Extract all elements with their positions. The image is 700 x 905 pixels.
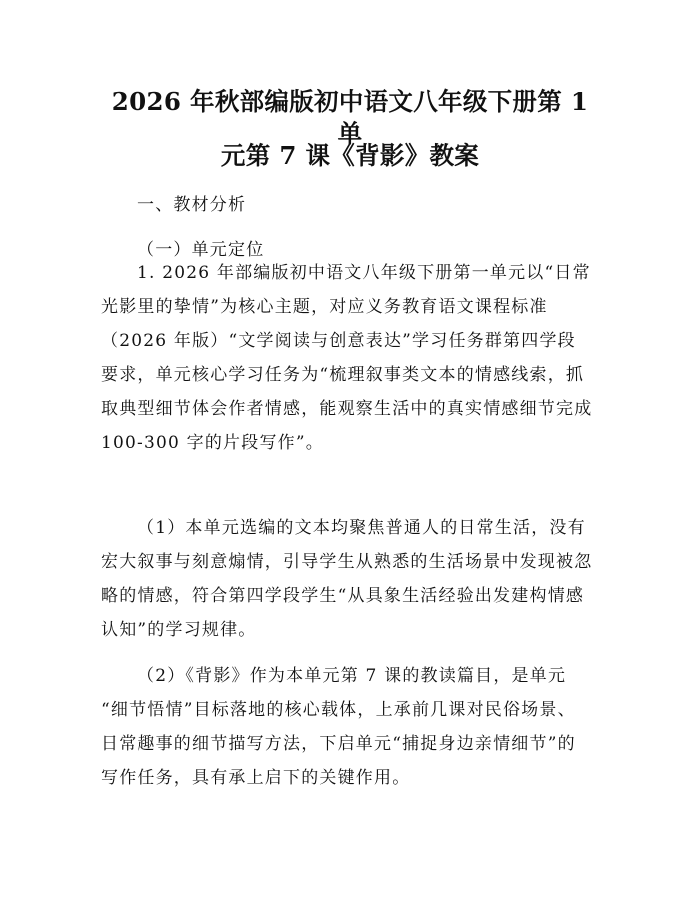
paragraph-line: 取典型细节体会作者情感，能观察生活中的真实情感细节完成 xyxy=(101,399,593,419)
paragraph-line: 日常趣事的细节描写方法，下启单元“捕捉身边亲情细节”的 xyxy=(101,734,576,754)
paragraph-line: “细节悟情”目标落地的核心载体，上承前几课对民俗场景、 xyxy=(101,700,576,720)
paragraph-line: （2）《背影》作为本单元第 7 课的教读篇目，是单元 xyxy=(137,666,567,686)
subsection-heading: （一）单元定位 xyxy=(137,240,265,260)
paragraph-line: 写作任务，具有承上启下的关键作用。 xyxy=(101,768,411,788)
paragraph-line: 略的情感，符合第四学段学生“从具象生活经验出发建构情感 xyxy=(101,586,585,606)
paragraph-line: 宏大叙事与刻意煽情，引导学生从熟悉的生活场景中发现被忽 xyxy=(101,552,593,572)
document-title-line-1: 2026 年秋部编版初中语文八年级下册第 1 单 xyxy=(111,87,589,148)
paragraph-line: 1. 2026 年部编版初中语文八年级下册第一单元以“日常 xyxy=(137,263,591,283)
paragraph-1 xyxy=(101,256,607,460)
document-title-line-2: 元第 7 课《背影》教案 xyxy=(220,141,480,170)
paragraph-line: （2026 年版）“文学阅读与创意表达”学习任务群第四学段 xyxy=(101,331,576,351)
paragraph-line: （1）本单元选编的文本均聚焦普通人的日常生活，没有 xyxy=(137,518,586,538)
paragraph-line: 光影里的挚情”为核心主题，对应义务教育语文课程标准 xyxy=(101,297,548,317)
paragraph-line: 认知”的学习规律。 xyxy=(101,620,257,640)
section-heading: 一、教材分析 xyxy=(137,195,247,215)
paragraph-line: 要求，单元核心学习任务为“梳理叙事类文本的情感线索，抓 xyxy=(101,365,585,385)
paragraph-3 xyxy=(101,659,607,795)
paragraph-line: 100-300 字的片段写作”。 xyxy=(101,433,324,453)
paragraph-2 xyxy=(101,511,607,647)
